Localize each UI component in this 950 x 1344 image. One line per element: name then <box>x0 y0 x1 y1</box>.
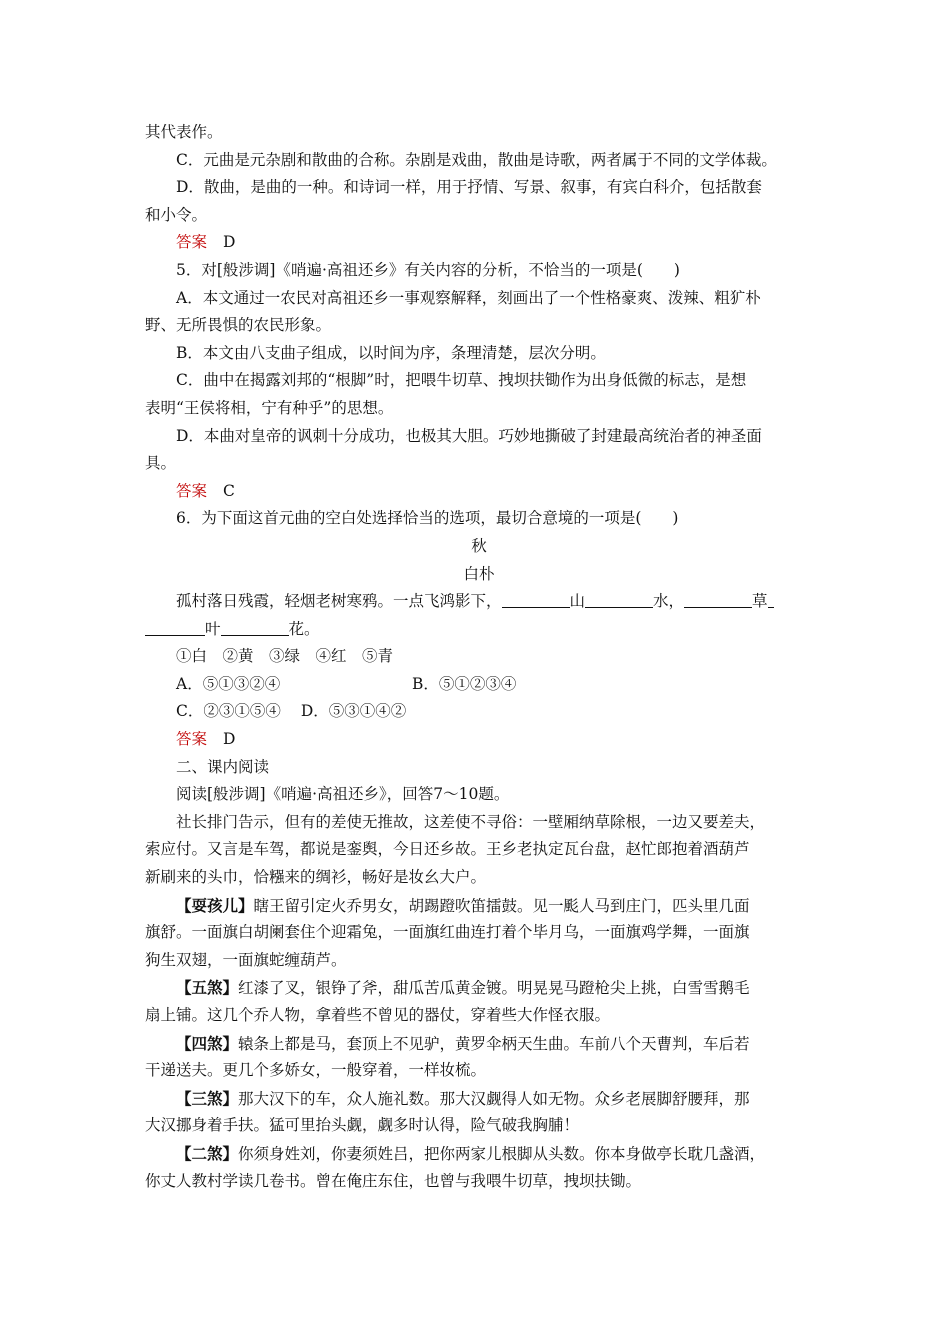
tune-name: 【三煞】 <box>176 1088 239 1108</box>
poem-text: 花。 <box>288 619 320 638</box>
passage-text: 辕条上都是马，套顶上不见驴，黄罗伞柄天生曲。车前八个天曹判，车后若 <box>238 1034 750 1053</box>
q5-option-d: D．本曲对皇帝的讽刺十分成功，也极其大胆。巧妙地撕破了封建最高统治者的神圣面 <box>176 426 762 445</box>
poem-title: 秋 <box>471 536 487 555</box>
reading-intro: 阅读[般涉调]《哨遍·高祖还乡》，回答7～10题。 <box>176 785 510 804</box>
passage-text: 红漆了叉，银铮了斧，甜瓜苦瓜黄金镀。明晃晃马蹬枪尖上挑，白雪雪鹅毛 <box>238 979 750 998</box>
fill-blank <box>585 591 653 608</box>
q5-option-b: B．本文由八支曲子组成，以时间为序，条理清楚，层次分明。 <box>176 343 606 362</box>
passage-line <box>145 974 813 1002</box>
q5-option-d-cont: 具。 <box>145 454 177 473</box>
q5-option-a-cont: 野、无所畏惧的农民形象。 <box>145 316 332 335</box>
page-content <box>145 119 813 1195</box>
answer-label: 答案 <box>176 233 208 252</box>
passage-line: 社长排门告示，但有的差使无推故，这差使不寻俗：一壁厢纳草除根，一边又要差夫， <box>176 812 766 831</box>
tune-name: 【五煞】 <box>176 978 239 998</box>
text-line: 其代表作。 <box>145 123 223 141</box>
passage-text: 那大汉下的车，众人施礼数。那大汉觑得人如无物。众乡老展脚舒腰拜，那 <box>238 1089 750 1108</box>
q6-option-c: C．②③①⑤④ <box>176 702 281 721</box>
q6-option-b: B．⑤①②③④ <box>412 674 517 693</box>
poem-line-1 <box>145 588 813 616</box>
option-d-line: D．散曲，是曲的一种。和诗词一样，用于抒情、写景、叙事，有宾白科介，包括散套 <box>176 178 762 197</box>
q6-option-d: D．⑤③①④② <box>300 702 407 721</box>
choice-list: ①白 ②黄 ③绿 ④红 ⑤青 <box>176 647 394 666</box>
poem-text: 水， <box>653 592 685 611</box>
passage-line: 旗舒。一面旗白胡阑套住个迎霜兔，一面旗红曲连打着个毕月乌，一面旗鸡学舞，一面旗 <box>145 923 750 942</box>
passage-line: 新刷来的头巾，恰糨来的绸衫，畅好是妆幺大户。 <box>145 868 487 887</box>
poem-text: 叶 <box>205 619 221 638</box>
tune-name: 【二煞】 <box>176 1143 239 1163</box>
answer-value: D <box>223 730 236 749</box>
fill-blank <box>684 591 752 608</box>
passage-line <box>145 892 813 920</box>
passage-line: 你丈人教村学读几卷书。曾在俺庄东住，也曾与我喂牛切草，拽坝扶锄。 <box>145 1171 642 1190</box>
tune-name: 【耍孩儿】 <box>176 895 254 915</box>
poem-author: 白朴 <box>463 564 495 583</box>
fill-blank <box>768 591 774 608</box>
answer-label: 答案 <box>176 730 208 749</box>
answer-5 <box>145 478 813 506</box>
passage-line: 狗生双翅，一面旗蛇缠葫芦。 <box>145 950 347 969</box>
poem-text: 山 <box>569 592 586 611</box>
answer-value: C <box>223 481 235 500</box>
tune-name: 【四煞】 <box>176 1033 239 1053</box>
q6-options-ab <box>145 671 813 699</box>
poem-text: 草 <box>752 592 768 611</box>
answer-value: D <box>223 233 236 252</box>
q5-option-c-cont: 表明“王侯将相，宁有种乎”的思想。 <box>145 398 394 417</box>
poem-line-2 <box>145 616 813 644</box>
passage-text: 瞎王留引定火乔男女，胡踢蹬吹笛擂鼓。见一颩人马到庄门，匹头里几面 <box>253 896 750 915</box>
answer-6 <box>145 726 813 754</box>
answer-4 <box>145 229 813 257</box>
option-d-continuation: 和小令。 <box>145 205 208 224</box>
passage-line <box>145 1140 813 1168</box>
q6-options-cd <box>145 698 813 726</box>
passage-line: 索应付。又言是车驾，都说是銮舆，今日还乡故。王乡老执定瓦台盘，赵忙郎抱着酒葫芦 <box>145 840 750 859</box>
passage-line: 干递送夫。更几个多娇女，一般穿着，一样妆梳。 <box>145 1061 487 1080</box>
option-c-line: C．元曲是元杂剧和散曲的合称。杂剧是戏曲，散曲是诗歌，两者属于不同的文学体裁。 <box>176 150 777 169</box>
passage-line <box>145 1030 813 1058</box>
question-6: 6．为下面这首元曲的空白处选择恰当的选项，最切合意境的一项是( ) <box>176 509 679 528</box>
passage-line: 大汉挪身着手扶。猛可里抬头觑，觑多时认得，险气破我胸脯！ <box>145 1116 580 1135</box>
fill-blank <box>221 619 289 636</box>
answer-label: 答案 <box>176 481 208 500</box>
passage-line <box>145 1085 813 1113</box>
section-heading: 二、课内阅读 <box>176 757 270 776</box>
poem-text: 孤村落日残霞，轻烟老树寒鸦。一点飞鸿影下， <box>176 592 502 611</box>
q5-option-c: C．曲中在揭露刘邦的“根脚”时，把喂牛切草、拽坝扶锄作为出身低微的标志，是想 <box>176 371 747 390</box>
passage-text: 你须身姓刘，你妻须姓吕，把你两家儿根脚从头数。你本身做亭长耽几盏酒， <box>238 1144 766 1163</box>
q6-option-a: A．⑤①③②④ <box>176 674 281 693</box>
q5-option-a: A．本文通过一农民对高祖还乡一事观察解释，刻画出了一个性格豪爽、泼辣、粗犷朴 <box>176 288 761 307</box>
question-5: 5．对[般涉调]《哨遍·高祖还乡》有关内容的分析，不恰当的一项是( ) <box>176 260 680 279</box>
fill-blank <box>502 591 570 608</box>
fill-blank <box>145 619 205 636</box>
passage-line: 扇上铺。这几个乔人物，拿着些不曾见的器仗，穿着些大作怪衣服。 <box>145 1006 611 1024</box>
